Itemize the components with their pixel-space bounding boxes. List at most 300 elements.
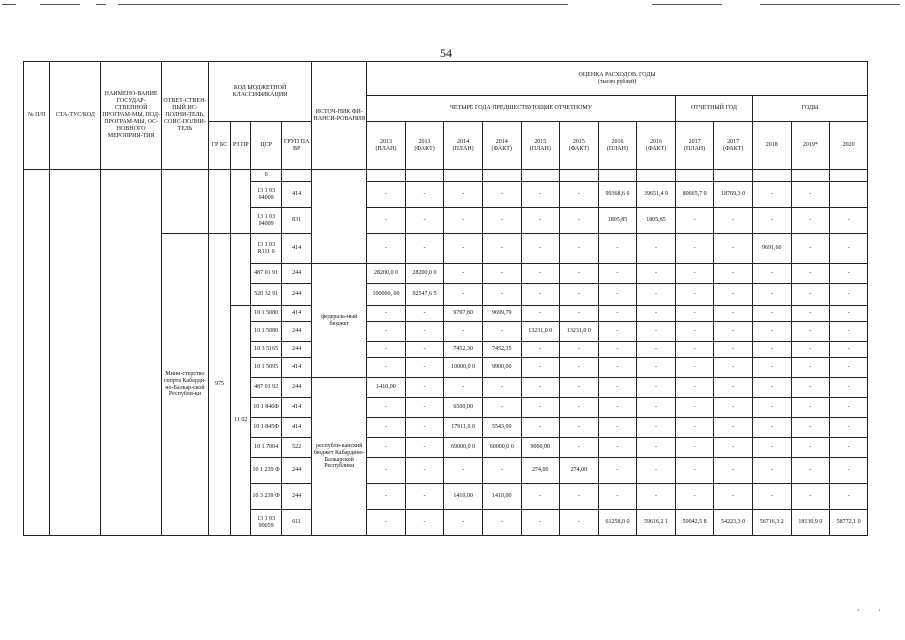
cell-value: - bbox=[830, 208, 868, 234]
cell-value: - bbox=[752, 418, 791, 438]
cell-value: - bbox=[637, 418, 676, 438]
cell-value: - bbox=[560, 182, 599, 208]
cell-grbs: 975 bbox=[208, 234, 230, 536]
col-year bbox=[444, 122, 483, 170]
col-status: СТА-ТУС/КОД bbox=[50, 62, 101, 170]
cell-value: - bbox=[675, 438, 714, 458]
cell-value: - bbox=[560, 378, 599, 398]
cell-value: - bbox=[675, 284, 714, 306]
year-label: 2016 bbox=[650, 138, 663, 145]
cell-vr: 244 bbox=[281, 458, 312, 484]
cell-value: - bbox=[560, 438, 599, 458]
col-year bbox=[637, 122, 676, 170]
cell-csr: 10 1 846Ф bbox=[251, 398, 281, 418]
cell-value: 10000,0 0 bbox=[444, 358, 483, 378]
cell-value: - bbox=[560, 284, 599, 306]
cell-value: 9691,60 bbox=[752, 234, 791, 264]
cell-value: - bbox=[444, 208, 483, 234]
cell-vr: 414 bbox=[281, 182, 312, 208]
cell-value: - bbox=[521, 398, 560, 418]
cell-vr: 522 bbox=[281, 438, 312, 458]
cell-value: - bbox=[675, 234, 714, 264]
cell-value: - bbox=[791, 182, 830, 208]
cell-value: - bbox=[637, 398, 676, 418]
cell-value: - bbox=[560, 510, 599, 536]
cell-value: 1410,00 bbox=[482, 484, 521, 510]
cell-value: 61258,0 0 bbox=[598, 510, 637, 536]
cell-value: - bbox=[367, 484, 406, 510]
cell-vr: 244 bbox=[281, 378, 312, 398]
col-year bbox=[791, 122, 830, 170]
cell-value: - bbox=[791, 418, 830, 438]
cell-value: - bbox=[482, 378, 521, 398]
cell-value: - bbox=[560, 264, 599, 284]
year-label: 2020 bbox=[842, 142, 855, 149]
cell-value: - bbox=[637, 484, 676, 510]
cell-value: - bbox=[714, 484, 753, 510]
col-grpvr: ГРУП ПА ВР bbox=[281, 122, 312, 170]
cell-value: 7452,35 bbox=[482, 342, 521, 358]
cell-value: - bbox=[560, 208, 599, 234]
cell-value: - bbox=[637, 438, 676, 458]
cell-value: - bbox=[521, 378, 560, 398]
cell-source-republic: республи-канский бюджет Кабардино-Балкарской Республики bbox=[312, 378, 367, 536]
cell-vr: 244 bbox=[281, 484, 312, 510]
cell-value: - bbox=[405, 418, 444, 438]
year-label: 2013 bbox=[379, 138, 392, 145]
cell-value: - bbox=[830, 358, 868, 378]
cell-value: - bbox=[637, 378, 676, 398]
cell-value: - bbox=[405, 358, 444, 378]
cell-csr: 13 1 03 94009 bbox=[251, 182, 281, 208]
cell-value: - bbox=[714, 284, 753, 306]
cell-value: - bbox=[521, 418, 560, 438]
cell-value: 9900,00 bbox=[482, 358, 521, 378]
table-row bbox=[24, 170, 868, 182]
budget-table bbox=[23, 61, 868, 536]
cell-value bbox=[675, 170, 714, 182]
year-label: 2015 bbox=[534, 138, 547, 145]
col-year bbox=[405, 122, 444, 170]
year-label: 2016 bbox=[611, 138, 624, 145]
cell-value: - bbox=[482, 264, 521, 284]
cell-value: - bbox=[830, 342, 868, 358]
col-year bbox=[560, 122, 599, 170]
cell-value: - bbox=[791, 458, 830, 484]
cell-value: - bbox=[598, 458, 637, 484]
cell-csr: 487 01 91 bbox=[251, 264, 281, 284]
cell-value: 18769,3 0 bbox=[714, 182, 753, 208]
cell-value: 5543,00 bbox=[482, 418, 521, 438]
cell-value: - bbox=[367, 306, 406, 322]
cell-value: - bbox=[598, 322, 637, 342]
col-program-name: НАИМЕНО-ВАНИЕ ГОСУДАР-СТВЕННОЙ ПРОГРАМ-МЫ, ПОД-ПРОГРАМ-МЫ, ОС-НОВНОГО МЕРОПРИЯ-ТИЯ bbox=[101, 62, 162, 170]
cell-value: - bbox=[367, 438, 406, 458]
cell-value: - bbox=[791, 358, 830, 378]
cell-value: - bbox=[752, 264, 791, 284]
cell-value: 60000,0 0 bbox=[482, 438, 521, 458]
year-type: (ФАКТ) bbox=[723, 145, 744, 152]
cell-value: - bbox=[405, 234, 444, 264]
cell-csr: 0 bbox=[251, 170, 281, 182]
year-type: (ПЛАН) bbox=[529, 145, 551, 152]
year-label: 2019* bbox=[802, 142, 818, 149]
year-type: (ПЛАН) bbox=[452, 145, 474, 152]
cell-value: - bbox=[521, 358, 560, 378]
cell-value: - bbox=[521, 284, 560, 306]
year-type: (ФАКТ) bbox=[491, 145, 512, 152]
cell-value: - bbox=[752, 458, 791, 484]
cell-rzpr-empty bbox=[231, 170, 251, 234]
year-label: 2018 bbox=[765, 142, 778, 149]
cell-number bbox=[24, 170, 50, 536]
cell-value: - bbox=[791, 398, 830, 418]
cell-value: - bbox=[637, 358, 676, 378]
cell-value: - bbox=[752, 378, 791, 398]
cell-value: - bbox=[560, 306, 599, 322]
cell-value: - bbox=[714, 378, 753, 398]
cell-value: - bbox=[367, 358, 406, 378]
year-label: 2017 bbox=[688, 138, 701, 145]
cell-value: - bbox=[830, 284, 868, 306]
cell-value: - bbox=[521, 306, 560, 322]
cell-vr: 611 bbox=[281, 510, 312, 536]
top-rule bbox=[40, 4, 80, 5]
cell-value: - bbox=[444, 458, 483, 484]
cell-value: - bbox=[405, 208, 444, 234]
cell-vr: 414 bbox=[281, 306, 312, 322]
cell-value: - bbox=[752, 322, 791, 342]
year-label: 2014 bbox=[495, 138, 508, 145]
cell-csr: 520 32 91 bbox=[251, 284, 281, 306]
cell-value: 274,00 bbox=[521, 458, 560, 484]
speck: · bbox=[857, 606, 860, 615]
cell-value: - bbox=[752, 182, 791, 208]
cell-value: - bbox=[714, 438, 753, 458]
cell-value: - bbox=[444, 234, 483, 264]
cell-value: 56716,3 2 bbox=[752, 510, 791, 536]
cell-value: - bbox=[752, 484, 791, 510]
cell-value: - bbox=[752, 398, 791, 418]
cell-value: - bbox=[714, 342, 753, 358]
cell-value: - bbox=[598, 418, 637, 438]
cell-value: - bbox=[560, 398, 599, 418]
cell-value: - bbox=[752, 438, 791, 458]
cell-vr: 414 bbox=[281, 358, 312, 378]
cell-value: - bbox=[367, 208, 406, 234]
cell-value: 18130,9 0 bbox=[791, 510, 830, 536]
cell-value bbox=[752, 170, 791, 182]
cell-value: - bbox=[444, 284, 483, 306]
cell-value: 39651,4 9 bbox=[637, 182, 676, 208]
cell-value: - bbox=[521, 510, 560, 536]
cell-value: 13231,0 0 bbox=[560, 322, 599, 342]
cell-vr: 244 bbox=[281, 264, 312, 284]
cell-value: - bbox=[714, 208, 753, 234]
cell-value: - bbox=[482, 322, 521, 342]
col-grbs: ГР БС bbox=[208, 122, 230, 170]
cell-value: - bbox=[367, 342, 406, 358]
cell-value: 59616,2 1 bbox=[637, 510, 676, 536]
col-year bbox=[752, 122, 791, 170]
cell-value: - bbox=[367, 458, 406, 484]
cell-value: 28200,0 0 bbox=[405, 264, 444, 284]
cell-value: - bbox=[714, 458, 753, 484]
cell-value: 69000,0 0 bbox=[444, 438, 483, 458]
cell-value: - bbox=[482, 234, 521, 264]
col-year bbox=[521, 122, 560, 170]
cell-vr bbox=[281, 170, 312, 182]
cell-value: - bbox=[791, 306, 830, 322]
cell-value: - bbox=[482, 398, 521, 418]
cell-csr: 10 1 5095 bbox=[251, 358, 281, 378]
cell-value: - bbox=[637, 234, 676, 264]
cell-value: - bbox=[752, 342, 791, 358]
cell-value: - bbox=[791, 322, 830, 342]
cell-value: - bbox=[560, 484, 599, 510]
cell-value bbox=[521, 170, 560, 182]
cell-vr: 831 bbox=[281, 208, 312, 234]
cell-value: - bbox=[791, 234, 830, 264]
top-rule bbox=[652, 4, 722, 5]
cell-value: 100000, 00 bbox=[367, 284, 406, 306]
cell-value: - bbox=[637, 322, 676, 342]
cell-value: - bbox=[714, 322, 753, 342]
cell-value: - bbox=[405, 438, 444, 458]
cell-csr: 13 1 03 94009 bbox=[251, 208, 281, 234]
cell-value: - bbox=[405, 182, 444, 208]
cell-value: - bbox=[598, 398, 637, 418]
top-rule bbox=[118, 4, 568, 5]
col-report-year: ОТЧЕТНЫЙ ГОД bbox=[675, 96, 752, 122]
cell-value: - bbox=[830, 398, 868, 418]
cell-value: - bbox=[405, 458, 444, 484]
cell-value: - bbox=[367, 418, 406, 438]
cell-value: 28200,0 0 bbox=[367, 264, 406, 284]
cell-value: - bbox=[752, 358, 791, 378]
cell-value bbox=[830, 170, 868, 182]
cell-value: 7452,30 bbox=[444, 342, 483, 358]
cell-value: - bbox=[714, 398, 753, 418]
cell-value: - bbox=[598, 484, 637, 510]
cell-value: - bbox=[482, 458, 521, 484]
cell-value: - bbox=[675, 458, 714, 484]
cell-value: - bbox=[714, 306, 753, 322]
cell-value: - bbox=[482, 510, 521, 536]
cell-vr: 414 bbox=[281, 398, 312, 418]
cell-value: - bbox=[675, 342, 714, 358]
cell-value: - bbox=[830, 264, 868, 284]
cell-value: - bbox=[482, 208, 521, 234]
cell-value: - bbox=[830, 322, 868, 342]
cell-value: 13231,0 0 bbox=[521, 322, 560, 342]
cell-rzpr: 11 02 bbox=[231, 306, 251, 536]
cell-value: - bbox=[637, 342, 676, 358]
cell-value: - bbox=[598, 306, 637, 322]
cell-value bbox=[444, 170, 483, 182]
col-year bbox=[598, 122, 637, 170]
cell-value: - bbox=[521, 484, 560, 510]
top-rule bbox=[96, 4, 106, 5]
col-year bbox=[714, 122, 753, 170]
cell-value: - bbox=[405, 322, 444, 342]
cell-value: - bbox=[560, 418, 599, 438]
col-budget-code: КОД БЮДЖЕТНОЙ КЛАССИФИКАЦИИ bbox=[208, 62, 312, 122]
col-executor: ОТВЕТ-СТВЕН-НЫЙ ИС-ПОЛНИ-ТЕЛЬ, СОИС-ПОЛНИ-ТЕЛЬ bbox=[162, 62, 209, 170]
cell-value: 9000,00 bbox=[521, 438, 560, 458]
cell-value: - bbox=[675, 306, 714, 322]
cell-value: 9699,79 bbox=[482, 306, 521, 322]
cell-status bbox=[50, 170, 101, 536]
cell-value: - bbox=[405, 378, 444, 398]
cell-vr: 244 bbox=[281, 284, 312, 306]
cell-csr: 13 1 03 R111 0 bbox=[251, 234, 281, 264]
cell-value: 54223,3 0 bbox=[714, 510, 753, 536]
estimate-title: ОЦЕНКА РАСХОДОВ, ГОДЫ bbox=[578, 71, 656, 78]
estimate-unit: (тысяч рублей) bbox=[597, 78, 637, 85]
col-years: ГОДЫ bbox=[752, 96, 867, 122]
cell-executor-empty bbox=[162, 170, 209, 234]
cell-value: 99368,6 6 bbox=[598, 182, 637, 208]
year-type: (ПЛАН) bbox=[375, 145, 397, 152]
cell-value: - bbox=[405, 398, 444, 418]
cell-value: - bbox=[367, 182, 406, 208]
cell-value bbox=[598, 170, 637, 182]
year-type: (ФАКТ) bbox=[568, 145, 590, 152]
cell-value: - bbox=[598, 358, 637, 378]
cell-value: - bbox=[752, 306, 791, 322]
cell-value: - bbox=[637, 458, 676, 484]
cell-value: - bbox=[791, 484, 830, 510]
cell-value: - bbox=[675, 322, 714, 342]
col-year bbox=[482, 122, 521, 170]
cell-vr: 244 bbox=[281, 342, 312, 358]
cell-csr: 10 1 7004 bbox=[251, 438, 281, 458]
cell-value: - bbox=[830, 438, 868, 458]
cell-vr: 414 bbox=[281, 418, 312, 438]
cell-value: - bbox=[675, 484, 714, 510]
cell-csr: 13 1 03 90059 bbox=[251, 510, 281, 536]
cell-value: - bbox=[405, 306, 444, 322]
cell-value bbox=[482, 170, 521, 182]
cell-csr: 487 01 92 bbox=[251, 378, 281, 398]
cell-value: - bbox=[598, 438, 637, 458]
col-estimate bbox=[367, 62, 868, 96]
cell-value: - bbox=[791, 342, 830, 358]
cell-vr: 414 bbox=[281, 234, 312, 264]
cell-grbs-empty bbox=[208, 170, 230, 234]
cell-value: 1805,85 bbox=[598, 208, 637, 234]
cell-value: 92547,6 5 bbox=[405, 284, 444, 306]
cell-value: 274,00 bbox=[560, 458, 599, 484]
cell-csr: 10 3 239 Ф bbox=[251, 484, 281, 510]
cell-value: - bbox=[791, 208, 830, 234]
cell-value: - bbox=[637, 264, 676, 284]
cell-value: - bbox=[521, 182, 560, 208]
year-label: 2017 bbox=[727, 138, 740, 145]
cell-value: - bbox=[598, 264, 637, 284]
cell-rzpr-empty bbox=[231, 234, 251, 306]
cell-value: - bbox=[791, 438, 830, 458]
col-funding-source: ИСТОЧ-НИК ФИ-НАНСИ-РОВАНИЯ bbox=[312, 62, 367, 170]
year-label: 2013 bbox=[418, 138, 431, 145]
cell-value: - bbox=[521, 234, 560, 264]
cell-value bbox=[560, 170, 599, 182]
cell-value: - bbox=[598, 342, 637, 358]
cell-value: 6500,00 bbox=[444, 398, 483, 418]
cell-value bbox=[714, 170, 753, 182]
cell-value: - bbox=[598, 284, 637, 306]
cell-value: - bbox=[675, 208, 714, 234]
cell-value: - bbox=[830, 458, 868, 484]
cell-value: - bbox=[405, 342, 444, 358]
cell-value: - bbox=[482, 182, 521, 208]
cell-value: - bbox=[367, 510, 406, 536]
cell-value: 59042,5 8 bbox=[675, 510, 714, 536]
cell-csr: 10 1 845Ф bbox=[251, 418, 281, 438]
cell-value: - bbox=[675, 264, 714, 284]
cell-csr: 10 1 5080 bbox=[251, 306, 281, 322]
cell-value: 1410,00 bbox=[367, 378, 406, 398]
cell-csr: 10 1 5080 bbox=[251, 322, 281, 342]
cell-value: - bbox=[714, 358, 753, 378]
cell-value: - bbox=[444, 322, 483, 342]
cell-value: 1805,85 bbox=[637, 208, 676, 234]
cell-csr: 10 3 5165 bbox=[251, 342, 281, 358]
col-four-years: ЧЕТЫРЕ ГОДА ПРЕДШЕСТВУЮЩИЕ ОТЧЕТНОМУ bbox=[367, 96, 676, 122]
cell-value: - bbox=[637, 306, 676, 322]
cell-value bbox=[830, 182, 868, 208]
cell-value bbox=[405, 170, 444, 182]
cell-value: - bbox=[367, 322, 406, 342]
cell-value: 80665,7 0 bbox=[675, 182, 714, 208]
cell-value: - bbox=[675, 378, 714, 398]
cell-value: 58772,1 0 bbox=[830, 510, 868, 536]
cell-value: - bbox=[830, 234, 868, 264]
cell-value: - bbox=[830, 306, 868, 322]
cell-value: - bbox=[830, 378, 868, 398]
cell-value: - bbox=[714, 418, 753, 438]
cell-value: - bbox=[714, 264, 753, 284]
cell-value: - bbox=[598, 378, 637, 398]
cell-value: - bbox=[521, 264, 560, 284]
col-rzpr: РЗ ПР bbox=[231, 122, 251, 170]
col-year bbox=[675, 122, 714, 170]
cell-value: - bbox=[714, 234, 753, 264]
cell-value: - bbox=[560, 234, 599, 264]
year-type: (ФАКТ) bbox=[645, 145, 667, 152]
cell-value: - bbox=[521, 342, 560, 358]
top-rule bbox=[2, 4, 16, 5]
col-number: № П/П bbox=[24, 62, 50, 170]
cell-value: 1410,00 bbox=[444, 484, 483, 510]
cell-source-federal: федераль-ный бюджет bbox=[312, 264, 367, 378]
cell-value: - bbox=[598, 234, 637, 264]
cell-value: - bbox=[444, 182, 483, 208]
year-label: 2014 bbox=[457, 138, 470, 145]
cell-value: - bbox=[830, 418, 868, 438]
cell-executor: Мини-стерство спорта Кабарди-но-Балкар-ской Республи-ки bbox=[162, 234, 209, 536]
cell-csr: 10 1 239 Ф bbox=[251, 458, 281, 484]
cell-value: 9797,80 bbox=[444, 306, 483, 322]
cell-value bbox=[637, 170, 676, 182]
cell-value bbox=[791, 170, 830, 182]
year-type: (ФАКТ) bbox=[414, 145, 435, 152]
col-year bbox=[367, 122, 406, 170]
cell-value: - bbox=[560, 358, 599, 378]
cell-value: - bbox=[560, 342, 599, 358]
cell-value: 17911,0 0 bbox=[444, 418, 483, 438]
